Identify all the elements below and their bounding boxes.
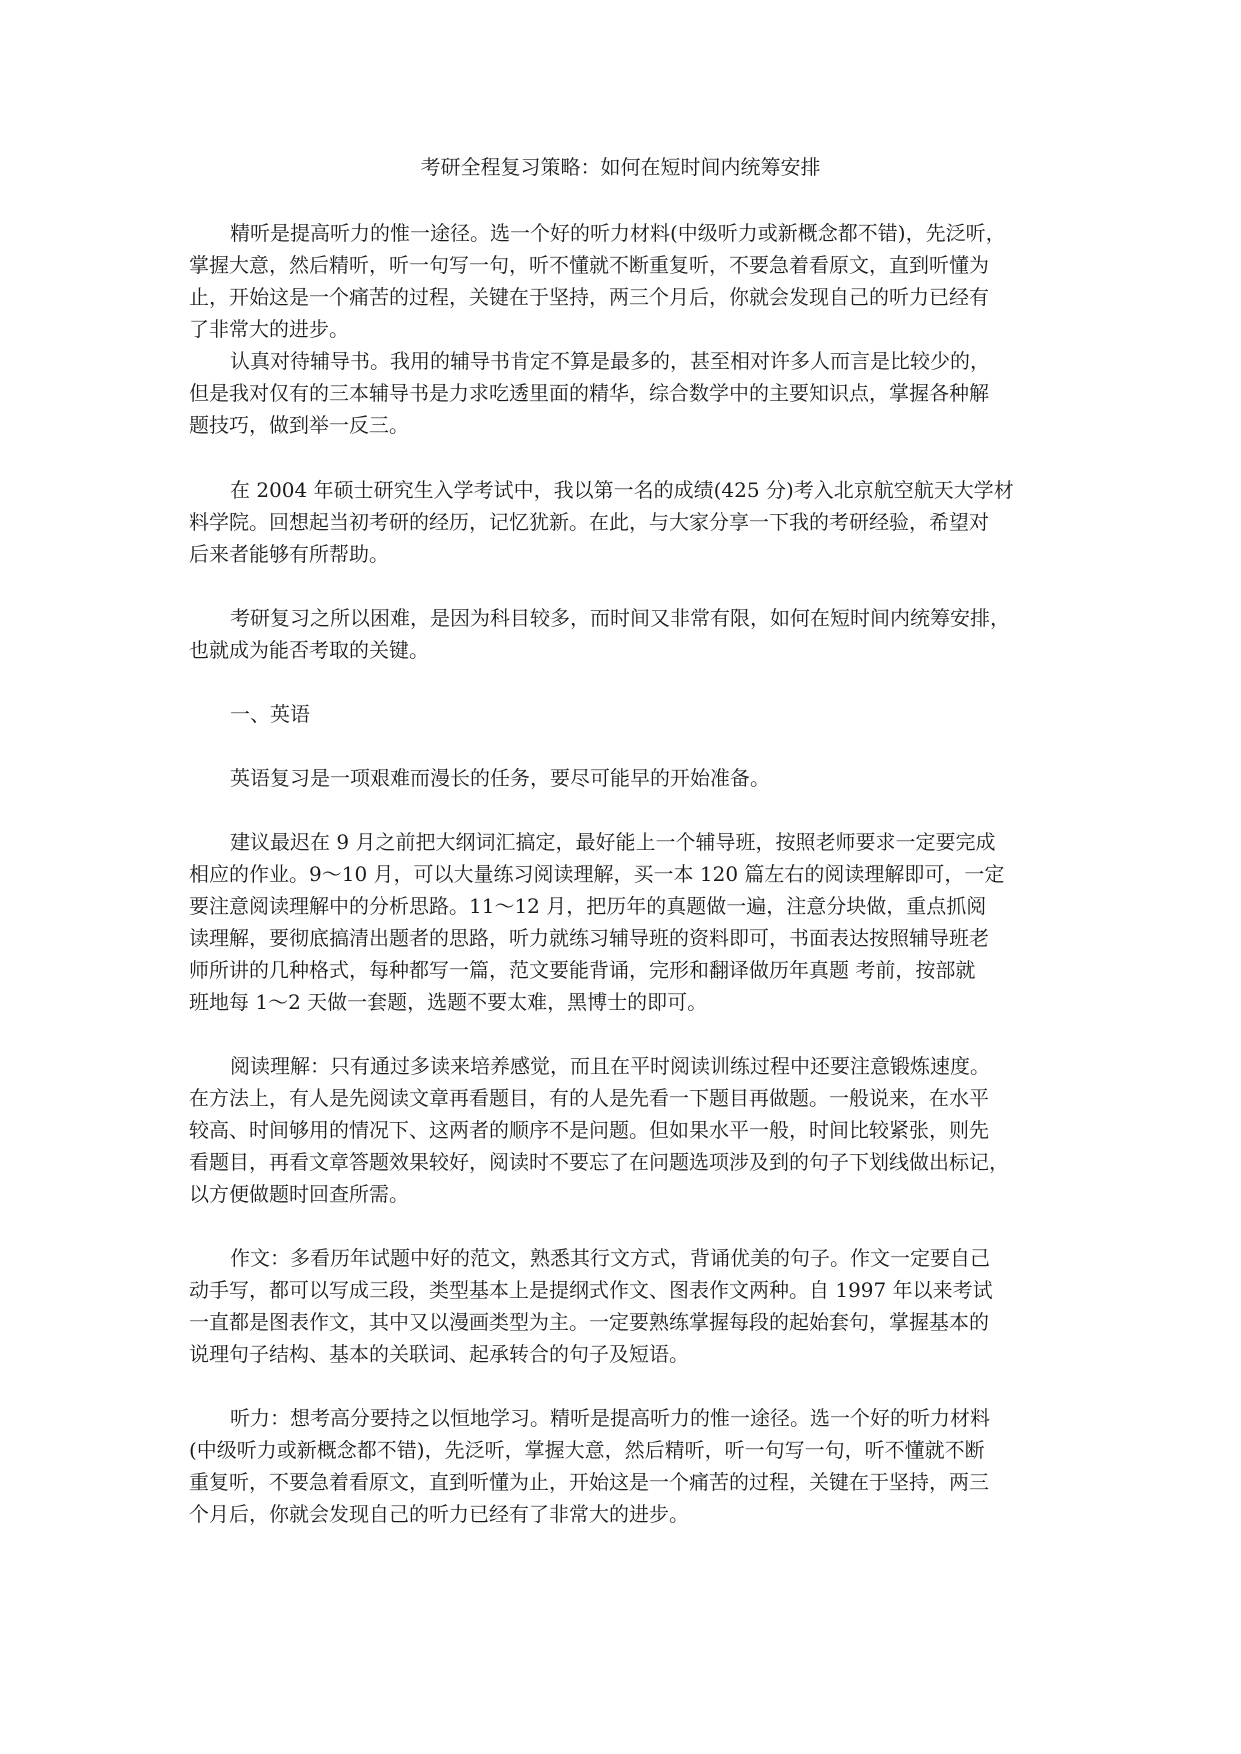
paragraph-line: 建议最迟在 9 月之前把大纲词汇搞定，最好能上一个辅导班，按照老师要求一定要完成 (230, 830, 996, 854)
document-title: 考研全程复习策略：如何在短时间内统筹安排 (420, 155, 821, 179)
paragraph-9 (189, 1242, 1069, 1370)
paragraph-line: 阅读理解：只有通过多读来培养感觉，而且在平时阅读训练过程中还要注意锻炼速度。 (230, 1054, 990, 1078)
paragraph-line: 要注意阅读理解中的分析思路。11～12 月，把历年的真题做一遍，注意分块做，重点抓阅 (189, 894, 987, 918)
paragraph-8 (189, 1050, 1069, 1210)
paragraph-line: 看题目，再看文章答题效果较好，阅读时不要忘了在问题选项涉及到的句子下划线做出标记， (189, 1150, 1009, 1174)
paragraph-3 (189, 474, 1069, 570)
paragraph-line: 后来者能够有所帮助。 (189, 542, 389, 566)
paragraph-6 (189, 762, 1069, 794)
paragraph-line: 作文：多看历年试题中好的范文，熟悉其行文方式，背诵优美的句子。作文一定要自己 (230, 1246, 990, 1270)
paragraph-line: 但是我对仅有的三本辅导书是力求吃透里面的精华，综合数学中的主要知识点，掌握各种解 (189, 381, 989, 405)
paragraph-line: 动手写，都可以写成三段，类型基本上是提纲式作文、图表作文两种。自 1997 年以来考试 (189, 1278, 993, 1302)
paragraph-line: 一直都是图表作文，其中又以漫画类型为主。一定要熟练掌握每段的起始套句，掌握基本的 (189, 1310, 989, 1334)
paragraph-line: 料学院。回想起当初考研的经历，记忆犹新。在此，与大家分享一下我的考研经验，希望对 (189, 510, 989, 534)
paragraph-1 (189, 217, 1069, 345)
paragraph-line: 较高、时间够用的情况下、这两者的顺序不是问题。但如果水平一般，时间比较紧张，则先 (189, 1118, 989, 1142)
paragraph-2 (189, 345, 1069, 441)
section-heading-english (189, 698, 1069, 730)
paragraph-line: 考研复习之所以困难，是因为科目较多，而时间又非常有限，如何在短时间内统筹安排， (230, 606, 1010, 630)
paragraph-line: 也就成为能否考取的关键。 (189, 638, 429, 662)
paragraph-line: (中级听力或新概念都不错)，先泛听，掌握大意，然后精听，听一句写一句，听不懂就不断 (189, 1438, 985, 1462)
paragraph-line: 读理解，要彻底搞清出题者的思路，听力就练习辅导班的资料即可，书面表达按照辅导班老 (189, 926, 989, 950)
paragraph-line: 英语复习是一项艰难而漫长的任务，要尽可能早的开始准备。 (230, 766, 770, 790)
paragraph-line: 掌握大意，然后精听，听一句写一句，听不懂就不断重复听，不要急着看原文，直到听懂为 (189, 253, 989, 277)
paragraph-line: 个月后，你就会发现自己的听力已经有了非常大的进步。 (189, 1502, 689, 1526)
paragraph-line: 精听是提高听力的惟一途径。选一个好的听力材料(中级听力或新概念都不错)，先泛听， (230, 221, 1006, 245)
paragraph-4 (189, 602, 1069, 666)
paragraph-line: 了非常大的进步。 (189, 317, 349, 341)
paragraph-7 (189, 826, 1069, 1018)
paragraph-line: 师所讲的几种格式，每种都写一篇，范文要能背诵，完形和翻译做历年真题 考前，按部就 (189, 958, 976, 982)
paragraph-line: 班地每 1～2 天做一套题，选题不要太难，黑博士的即可。 (189, 990, 708, 1014)
paragraph-line: 止，开始这是一个痛苦的过程，关键在于坚持，两三个月后，你就会发现自己的听力已经有 (189, 285, 989, 309)
paragraph-10 (189, 1402, 1069, 1530)
paragraph-line: 听力：想考高分要持之以恒地学习。精听是提高听力的惟一途径。选一个好的听力材料 (230, 1406, 990, 1430)
paragraph-line: 认真对待辅导书。我用的辅导书肯定不算是最多的，甚至相对许多人而言是比较少的， (230, 349, 990, 373)
paragraph-line: 在方法上，有人是先阅读文章再看题目，有的人是先看一下题目再做题。一般说来，在水平 (189, 1086, 989, 1110)
paragraph-line: 说理句子结构、基本的关联词、起承转合的句子及短语。 (189, 1342, 689, 1366)
paragraph-line: 以方便做题时回查所需。 (189, 1182, 409, 1206)
document-body (189, 217, 1069, 1530)
paragraph-line: 相应的作业。9～10 月，可以大量练习阅读理解，买一本 120 篇左右的阅读理解即可，一定 (189, 862, 1005, 886)
paragraph-line: 在 2004 年硕士研究生入学考试中，我以第一名的成绩(425 分)考入北京航空航天大学材 (230, 478, 1014, 502)
paragraph-line: 题技巧，做到举一反三。 (189, 413, 409, 437)
paragraph-line: 重复听，不要急着看原文，直到听懂为止，开始这是一个痛苦的过程，关键在于坚持，两三 (189, 1470, 989, 1494)
section-heading: 一、英语 (230, 702, 310, 726)
